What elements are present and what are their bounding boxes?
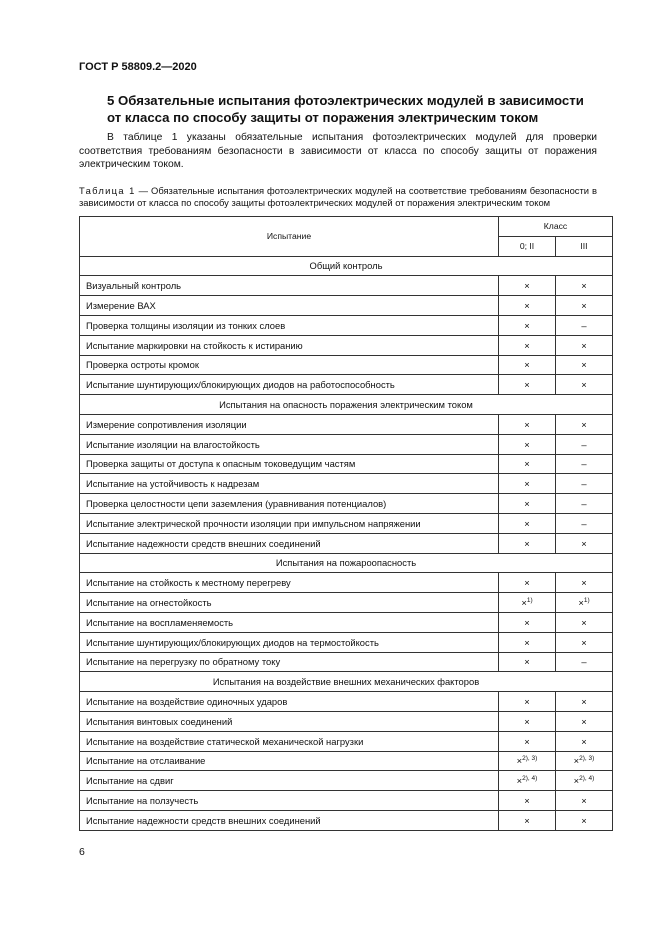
- class-a-mark-cell: [499, 632, 556, 652]
- class-b-mark-cell: [556, 434, 613, 454]
- class-b-mark-cell: [556, 612, 613, 632]
- class-a-mark-cell: [499, 355, 556, 375]
- class-a-mark-cell: [499, 454, 556, 474]
- class-a-mark-cell: [499, 414, 556, 434]
- class-a-mark-cell: [499, 791, 556, 811]
- test-name-cell: Испытание надежности средств внешних соединений: [80, 810, 499, 830]
- standard-number: ГОСТ Р 58809.2—2020: [79, 61, 197, 73]
- class-a-mark: ×: [524, 438, 530, 450]
- class-a-mark-cell: [499, 375, 556, 395]
- class-b-mark-cell: [556, 414, 613, 434]
- class-b-mark-cell: [556, 533, 613, 553]
- class-b-mark: ×: [581, 735, 587, 747]
- test-name-cell: Испытания винтовых соединений: [80, 711, 499, 731]
- table-row: [80, 335, 613, 355]
- class-b-mark: ×: [581, 537, 587, 549]
- class-b-mark: ×: [581, 814, 587, 826]
- table-row: [80, 315, 613, 335]
- test-name-cell: Испытание надежности средств внешних соединений: [80, 533, 499, 553]
- class-b-mark-cell: [556, 276, 613, 296]
- class-a-mark-cell: [499, 711, 556, 731]
- class-a-mark-cell: [499, 296, 556, 316]
- test-name-cell: Испытание на огнестойкость: [80, 593, 499, 613]
- test-name-cell: Испытание на отслаивание: [80, 751, 499, 771]
- table-row: [80, 810, 613, 830]
- class-b-mark: ×: [573, 775, 580, 787]
- table-row: [80, 296, 613, 316]
- table-row: [80, 494, 613, 514]
- class-a-mark: ×: [524, 735, 530, 747]
- class-b-mark: ×: [581, 636, 587, 648]
- table-row: [80, 751, 613, 771]
- table-row: [80, 454, 613, 474]
- class-b-mark: ×: [581, 359, 587, 371]
- test-name-cell: Испытание на перегрузку по обратному току: [80, 652, 499, 672]
- footnote-reference: 1): [526, 597, 533, 605]
- class-b-mark-cell: [556, 711, 613, 731]
- class-a-mark-cell: [499, 810, 556, 830]
- test-name-cell: Измерение сопротивления изоляции: [80, 414, 499, 434]
- class-b-mark-cell: [556, 751, 613, 771]
- class-a-mark-cell: [499, 494, 556, 514]
- class-a-mark-cell: [499, 335, 556, 355]
- class-b-mark-cell: [556, 355, 613, 375]
- table-section-title: Испытания на опасность поражения электрическим током: [80, 395, 613, 415]
- class-a-mark: ×: [516, 775, 523, 787]
- class-b-mark: –: [581, 656, 587, 668]
- class-b-mark-cell: [556, 791, 613, 811]
- footnote-reference: 2), 3): [579, 755, 595, 763]
- class-b-mark: ×: [581, 339, 587, 351]
- class-a-mark: ×: [524, 616, 530, 628]
- class-b-mark-cell: [556, 335, 613, 355]
- class-b-mark-cell: [556, 494, 613, 514]
- class-a-mark-cell: [499, 474, 556, 494]
- class-b-mark-cell: [556, 692, 613, 712]
- test-name-cell: Проверка толщины изоляции из тонких слоев: [80, 315, 499, 335]
- class-a-mark: ×: [524, 814, 530, 826]
- class-a-mark: ×: [524, 656, 530, 668]
- test-name-cell: Испытание на воздействие статической механической нагрузки: [80, 731, 499, 751]
- class-b-mark-cell: [556, 474, 613, 494]
- table-section-title: Общий контроль: [80, 256, 613, 276]
- footnote-reference: 2), 3): [522, 755, 538, 763]
- table-row: [80, 474, 613, 494]
- class-a-mark: ×: [524, 577, 530, 589]
- class-b-mark-cell: [556, 315, 613, 335]
- class-a-mark: ×: [524, 715, 530, 727]
- test-name-cell: Испытание на сдвиг: [80, 771, 499, 791]
- class-b-mark-cell: [556, 593, 613, 613]
- class-b-mark-cell: [556, 731, 613, 751]
- test-name-cell: Испытание на устойчивость к надрезам: [80, 474, 499, 494]
- table-section-row: [80, 395, 613, 415]
- footnote-reference: 2), 4): [522, 775, 538, 783]
- class-b-mark-cell: [556, 810, 613, 830]
- class-a-mark: ×: [524, 418, 530, 430]
- class-b-mark: –: [581, 498, 587, 510]
- class-a-mark: ×: [516, 755, 523, 767]
- class-a-mark-cell: [499, 276, 556, 296]
- test-name-cell: Испытание на воздействие одиночных ударов: [80, 692, 499, 712]
- class-a-mark: ×: [524, 379, 530, 391]
- class-b-mark-cell: [556, 513, 613, 533]
- table-section-title: Испытания на пожароопасность: [80, 553, 613, 573]
- class-b-mark: ×: [581, 577, 587, 589]
- class-a-mark-cell: [499, 593, 556, 613]
- class-a-mark: ×: [524, 319, 530, 331]
- class-a-mark-cell: [499, 751, 556, 771]
- table-section-row: [80, 553, 613, 573]
- class-a-mark-cell: [499, 434, 556, 454]
- class-b-mark-cell: [556, 771, 613, 791]
- col-header-class-a: 0; II: [499, 236, 556, 256]
- table-row: [80, 276, 613, 296]
- test-name-cell: Испытание шунтирующих/блокирующих диодов на работоспособность: [80, 375, 499, 395]
- class-a-mark: ×: [524, 280, 530, 292]
- table-row: [80, 632, 613, 652]
- table-body: [80, 256, 613, 830]
- table-row: [80, 652, 613, 672]
- table-row: [80, 593, 613, 613]
- class-b-mark-cell: [556, 652, 613, 672]
- class-b-mark: –: [581, 517, 587, 529]
- table-section-row: [80, 256, 613, 276]
- tests-table: [79, 216, 613, 831]
- test-name-cell: Испытание на стойкость к местному перегреву: [80, 573, 499, 593]
- table-caption-text: — Обязательные испытания фотоэлектрических модулей на соответствие требованиям безопасности в зависимости от класса по способу защиты фотоэлектрических модулей от поражения электрическим током: [79, 185, 597, 208]
- test-name-cell: Испытание электрической прочности изоляции при импульсном напряжении: [80, 513, 499, 533]
- test-name-cell: Испытание маркировки на стойкость к истиранию: [80, 335, 499, 355]
- class-a-mark-cell: [499, 612, 556, 632]
- table-row: [80, 731, 613, 751]
- footnote-reference: 1): [583, 597, 590, 605]
- class-a-mark: ×: [524, 339, 530, 351]
- test-name-cell: Проверка остроты кромок: [80, 355, 499, 375]
- test-name-cell: Проверка целостности цепи заземления (уравнивания потенциалов): [80, 494, 499, 514]
- class-a-mark-cell: [499, 533, 556, 553]
- class-b-mark-cell: [556, 296, 613, 316]
- class-a-mark: ×: [524, 517, 530, 529]
- col-header-test: Испытание: [80, 217, 499, 257]
- class-b-mark: ×: [581, 696, 587, 708]
- class-b-mark: ×: [581, 616, 587, 628]
- class-b-mark: ×: [578, 597, 584, 609]
- class-a-mark: ×: [524, 300, 530, 312]
- class-a-mark: ×: [524, 458, 530, 470]
- table-row: [80, 533, 613, 553]
- intro-paragraph: В таблице 1 указаны обязательные испытания фотоэлектрических модулей для проверки соответствия требованиям безопасности в зависимости от класса по способу защиты от поражения электрическим током.: [79, 132, 597, 170]
- class-a-mark: ×: [521, 597, 527, 609]
- class-a-mark: ×: [524, 636, 530, 648]
- page-number: 6: [79, 846, 85, 858]
- class-b-mark-cell: [556, 632, 613, 652]
- table-row: [80, 692, 613, 712]
- class-b-mark: ×: [581, 280, 587, 292]
- table-caption-label: Таблица 1: [79, 185, 136, 196]
- test-name-cell: Проверка защиты от доступа к опасным токоведущим частям: [80, 454, 499, 474]
- class-a-mark: ×: [524, 498, 530, 510]
- class-b-mark: –: [581, 478, 587, 490]
- table-row: [80, 355, 613, 375]
- class-a-mark-cell: [499, 771, 556, 791]
- table-row: [80, 612, 613, 632]
- table-row: [80, 513, 613, 533]
- class-a-mark-cell: [499, 315, 556, 335]
- table-section-title: Испытания на воздействие внешних механических факторов: [80, 672, 613, 692]
- col-header-class: Класс: [499, 217, 613, 237]
- table-row: [80, 791, 613, 811]
- class-b-mark-cell: [556, 454, 613, 474]
- class-a-mark-cell: [499, 692, 556, 712]
- section-title: 5 Обязательные испытания фотоэлектрических модулей в зависимости от класса по способу защиты от поражения электрическим током: [107, 93, 584, 125]
- table-row: [80, 711, 613, 731]
- class-b-mark: ×: [581, 300, 587, 312]
- col-header-class-b: III: [556, 236, 613, 256]
- table-caption: [79, 185, 597, 209]
- test-name-cell: Испытание изоляции на влагостойкость: [80, 434, 499, 454]
- test-name-cell: Испытание на воспламеняемость: [80, 612, 499, 632]
- class-a-mark-cell: [499, 573, 556, 593]
- class-a-mark-cell: [499, 652, 556, 672]
- test-name-cell: Измерение ВАХ: [80, 296, 499, 316]
- class-b-mark: –: [581, 438, 587, 450]
- class-b-mark: –: [581, 319, 587, 331]
- class-b-mark: ×: [581, 418, 587, 430]
- table-row: [80, 573, 613, 593]
- class-b-mark-cell: [556, 375, 613, 395]
- table-row: [80, 414, 613, 434]
- class-a-mark-cell: [499, 731, 556, 751]
- class-a-mark: ×: [524, 795, 530, 806]
- test-name-cell: Испытание шунтирующих/блокирующих диодов на термостойкость: [80, 632, 499, 652]
- test-name-cell: Визуальный контроль: [80, 276, 499, 296]
- class-a-mark-cell: [499, 513, 556, 533]
- table-section-row: [80, 672, 613, 692]
- class-b-mark: –: [581, 458, 587, 470]
- class-a-mark: ×: [524, 696, 530, 708]
- class-b-mark: ×: [573, 755, 580, 767]
- class-a-mark: ×: [524, 478, 530, 490]
- table-row: [80, 434, 613, 454]
- class-b-mark-cell: [556, 573, 613, 593]
- class-b-mark: ×: [581, 795, 587, 806]
- class-b-mark: ×: [581, 379, 587, 391]
- table-row: [80, 771, 613, 791]
- footnote-reference: 2), 4): [579, 775, 595, 783]
- class-b-mark: ×: [581, 715, 587, 727]
- class-a-mark: ×: [524, 537, 530, 549]
- test-name-cell: Испытание на ползучесть: [80, 791, 499, 811]
- table-row: [80, 375, 613, 395]
- class-a-mark: ×: [524, 359, 530, 371]
- table-header-row: [80, 217, 613, 237]
